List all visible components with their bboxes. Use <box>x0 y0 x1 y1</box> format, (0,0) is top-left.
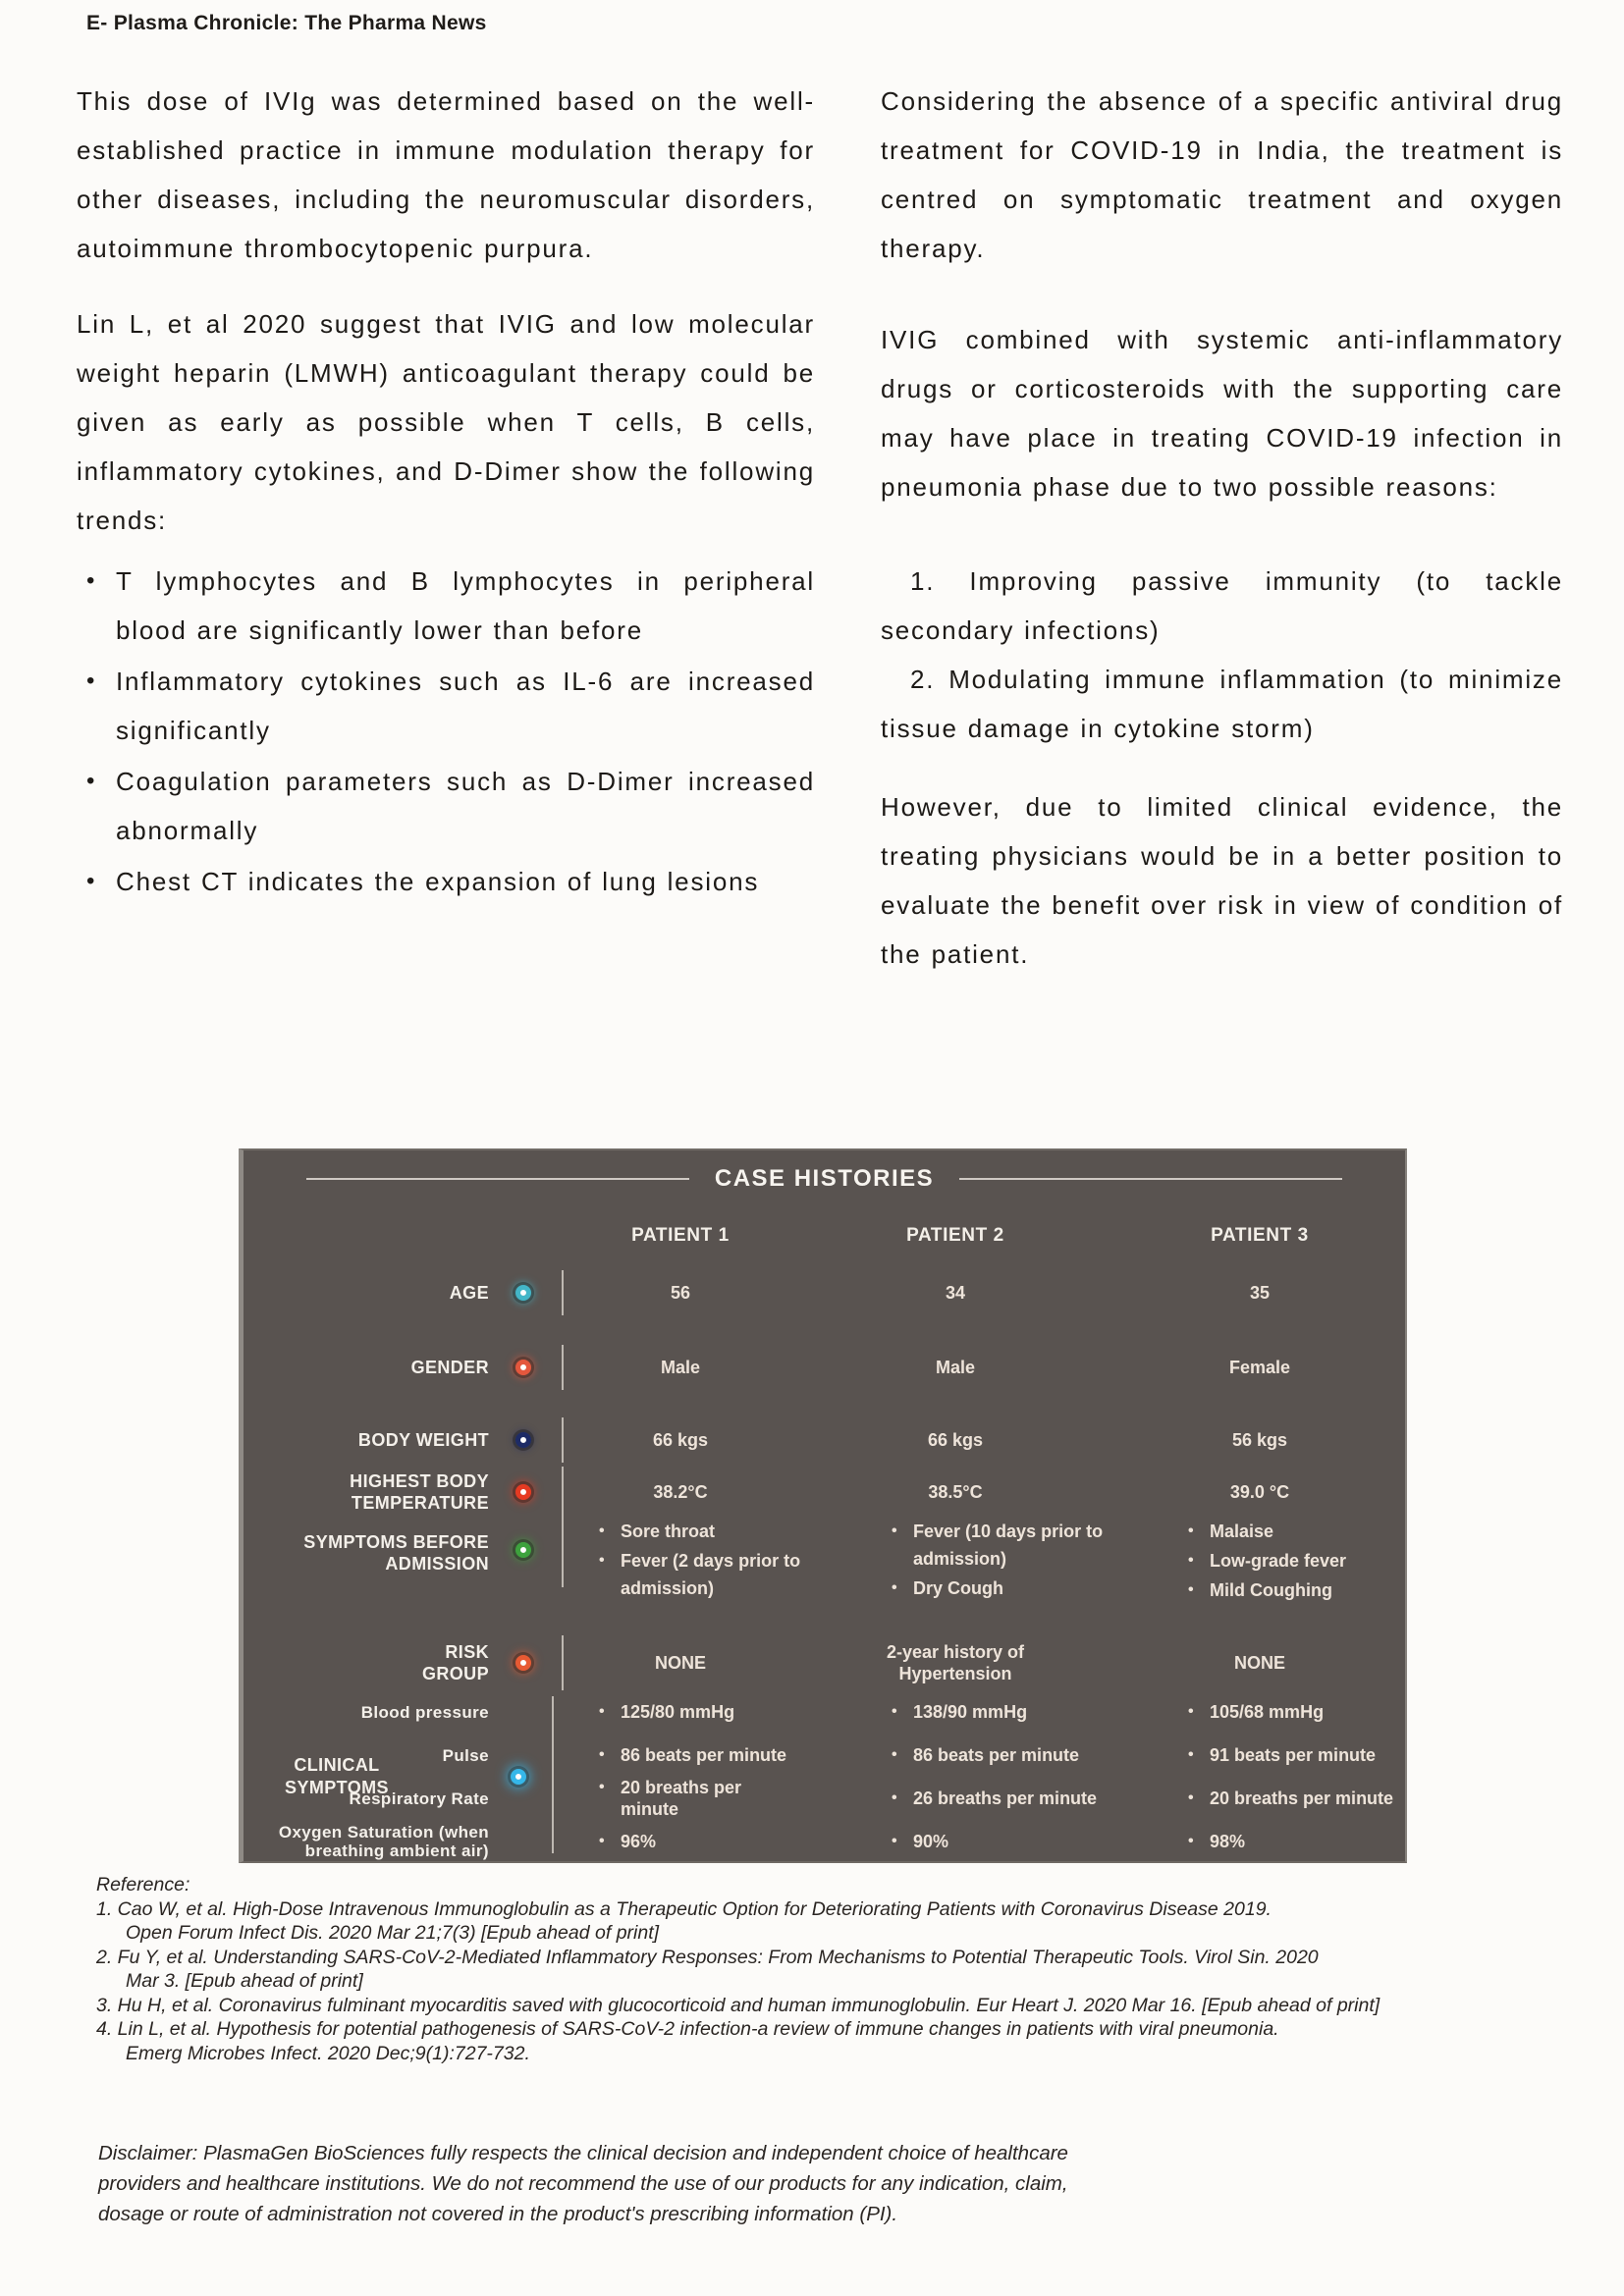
reference-item-continuation: Open Forum Infect Dis. 2020 Mar 21;7(3) [Epub ahead of print] <box>126 1922 660 1944</box>
reference-item: 2. Fu Y, et al. Understanding SARS-CoV-2-Mediated Inflammatory Responses: From Mechanisms to Potential Therapeutic Tools. Virol Sin. 2020 <box>96 1946 1319 1968</box>
divider <box>306 1178 689 1180</box>
symptom-item: • Dry Cough <box>890 1575 1108 1602</box>
patient1-temperature: 38.2°C <box>653 1482 708 1502</box>
reference-item-continuation: Emerg Microbes Infect. 2020 Dec;9(1):727-732. <box>126 2042 530 2064</box>
sub-label: Pulse <box>442 1745 489 1765</box>
clinical-row-oxygen-saturation <box>244 1820 1405 1863</box>
risk-indicator-icon <box>515 1655 531 1671</box>
patient-header-row <box>244 1223 1405 1249</box>
table-row-temperature <box>244 1467 1405 1518</box>
symptoms-indicator-icon <box>515 1542 531 1558</box>
disclaimer-text: Disclaimer: PlasmaGen BioSciences fully respects the clinical decision and independent choice of healthcare providers and healthcare institutions. We do not recommend the use of our products for any indication, claim, dosage or route of administration not covered in the product's prescribing information (PI). <box>98 2142 1068 2225</box>
row-label: BODY WEIGHT <box>357 1430 489 1450</box>
patient2-pulse: • 86 beats per minute <box>803 1744 1108 1766</box>
symptom-item: • Mild Coughing <box>1186 1576 1412 1604</box>
symptom-item: • Malaise <box>1186 1518 1412 1545</box>
patient1-blood-pressure: • 125/80 mmHg <box>558 1701 803 1723</box>
table-row-age <box>244 1278 1405 1308</box>
patient2-oxygen-saturation: • 90% <box>803 1831 1108 1852</box>
body-weight-indicator-icon <box>515 1432 531 1448</box>
patient1-pulse: • 86 beats per minute <box>558 1744 803 1766</box>
symptom-item: • Fever (10 days prior to admission) <box>890 1518 1108 1573</box>
patient2-weight: 66 kgs <box>927 1430 984 1450</box>
patient2-risk: 2-year history of Hypertension <box>886 1642 1025 1683</box>
patient1-risk: NONE <box>654 1653 706 1673</box>
clinical-symptoms-label: CLINICAL SYMPTOMS <box>285 1755 389 1797</box>
bullet-item: • Inflammatory cytokines such as IL-6 are increased significantly <box>116 657 815 755</box>
patient3-weight: 56 kgs <box>1231 1430 1288 1450</box>
table-row-gender <box>244 1353 1405 1382</box>
patient3-blood-pressure: • 105/68 mmHg <box>1108 1701 1412 1723</box>
patient3-oxygen-saturation: • 98% <box>1108 1831 1412 1852</box>
symptom-item: • Sore throat <box>597 1518 803 1545</box>
bullet-list <box>77 557 815 906</box>
reference-item-continuation: Mar 3. [Epub ahead of print] <box>126 1970 363 1992</box>
references-heading: Reference: <box>96 1874 190 1896</box>
table-row-body-weight <box>244 1425 1405 1455</box>
patient3-age: 35 <box>1249 1283 1271 1303</box>
bullet-item: • Coagulation parameters such as D-Dimer increased abnormally <box>116 757 815 855</box>
clinical-row-respiratory-rate <box>244 1777 1405 1820</box>
paragraph: IVIG combined with systemic anti-inflammatory drugs or corticosteroids with the supporting care may have place in treating COVID-19 infection in pneumonia phase due to two possible reasons: <box>881 325 1563 502</box>
sub-label: Respiratory Rate <box>349 1789 489 1808</box>
patient3-respiratory-rate: • 20 breaths per minute <box>1108 1788 1412 1809</box>
sub-label: Blood pressure <box>360 1702 489 1722</box>
numbered-point: 1. Improving passive immunity (to tackle secondary infections) <box>881 566 1563 645</box>
bullet-item: • Chest CT indicates the expansion of lung lesions <box>116 857 815 906</box>
patient1-symptoms <box>558 1518 803 1604</box>
right-column <box>881 77 1563 979</box>
clinical-row-blood-pressure <box>244 1690 1405 1734</box>
table-row-risk-group <box>244 1635 1405 1690</box>
patient1-weight: 66 kgs <box>652 1430 709 1450</box>
patient2-header: PATIENT 2 <box>906 1225 1004 1246</box>
patient1-oxygen-saturation: • 96% <box>558 1831 803 1852</box>
symptom-item: • Fever (2 days prior to admission) <box>597 1547 803 1602</box>
row-label: SYMPTOMS BEFORE ADMISSION <box>303 1532 489 1574</box>
patient3-header: PATIENT 3 <box>1211 1225 1309 1246</box>
row-label: RISK GROUP <box>421 1642 489 1683</box>
left-column <box>77 77 815 908</box>
paragraph: Lin L, et al 2020 suggest that IVIG and low molecular weight heparin (LMWH) anticoagulant therapy could be given as early as possible when T cells, B cells, inflammatory cytokines, and D-Dimer show the following trends: <box>77 309 815 535</box>
patient1-header: PATIENT 1 <box>631 1225 730 1246</box>
row-label: GENDER <box>410 1358 489 1377</box>
divider <box>959 1178 1342 1180</box>
symptom-item: • Low-grade fever <box>1186 1547 1412 1575</box>
reference-item: 1. Cao W, et al. High-Dose Intravenous Immunoglobulin as a Therapeutic Option for Deteriorating Patients with Coronavirus Disease 2019. <box>96 1897 1272 1920</box>
patient1-respiratory-rate: • 20 breaths per minute <box>558 1777 803 1820</box>
reference-item: 3. Hu H, et al. Coronavirus fulminant myocarditis saved with glucocorticoid and human immunoglobulin. Eur Heart J. 2020 Mar 16. [Epub ahead of print] <box>96 1994 1380 2016</box>
patient2-age: 34 <box>945 1283 966 1303</box>
patient3-symptoms <box>1108 1518 1412 1606</box>
patient3-pulse: • 91 beats per minute <box>1108 1744 1412 1766</box>
reference-item: 4. Lin L, et al. Hypothesis for potential pathogenesis of SARS-CoV-2 infection-a review of immune changes in patients with viral pneumonia. <box>96 2018 1279 2040</box>
temperature-indicator-icon <box>515 1484 531 1500</box>
row-label: AGE <box>449 1283 489 1303</box>
paragraph: This dose of IVIg was determined based on the well-established practice in immune modulation therapy for other diseases, including the neuromuscular disorders, autoimmune thrombocytopenic purpura. <box>77 86 815 263</box>
patient2-temperature: 38.5°C <box>928 1482 983 1502</box>
bullet-item: • T lymphocytes and B lymphocytes in peripheral blood are significantly lower than before <box>116 557 815 655</box>
patient3-temperature: 39.0 °C <box>1229 1482 1290 1502</box>
row-label: HIGHEST BODY TEMPERATURE <box>350 1471 489 1513</box>
table-row-symptoms <box>244 1518 1405 1620</box>
patient3-risk: NONE <box>1233 1653 1285 1673</box>
panel-title-row <box>244 1164 1405 1194</box>
sub-label: Oxygen Saturation (when breathing ambient air) <box>278 1823 489 1860</box>
patient2-gender: Male <box>935 1358 976 1377</box>
patient1-gender: Male <box>660 1358 701 1377</box>
clinical-symptoms-section <box>244 1690 1405 1863</box>
patient2-symptoms <box>803 1518 1108 1604</box>
patient1-age: 56 <box>670 1283 691 1303</box>
clinical-row-pulse <box>244 1734 1405 1777</box>
gender-indicator-icon <box>515 1360 531 1375</box>
patient2-respiratory-rate: • 26 breaths per minute <box>803 1788 1108 1809</box>
patient2-blood-pressure: • 138/90 mmHg <box>803 1701 1108 1723</box>
age-indicator-icon <box>515 1285 531 1301</box>
case-histories-panel <box>239 1148 1407 1863</box>
references-section <box>96 1873 1589 2065</box>
masthead-title: E- Plasma Chronicle: The Pharma News <box>86 12 487 34</box>
panel-title: CASE HISTORIES <box>714 1165 935 1192</box>
patient3-gender: Female <box>1228 1358 1291 1377</box>
paragraph: However, due to limited clinical evidence, the treating physicians would be in a better position to evaluate the benefit over risk in view of condition of the patient. <box>881 792 1563 969</box>
numbered-point: 2. Modulating immune inflammation (to minimize tissue damage in cytokine storm) <box>881 665 1563 743</box>
paragraph: Considering the absence of a specific antiviral drug treatment for COVID-19 in India, the treatment is centred on symptomatic treatment and oxygen therapy. <box>881 86 1563 263</box>
